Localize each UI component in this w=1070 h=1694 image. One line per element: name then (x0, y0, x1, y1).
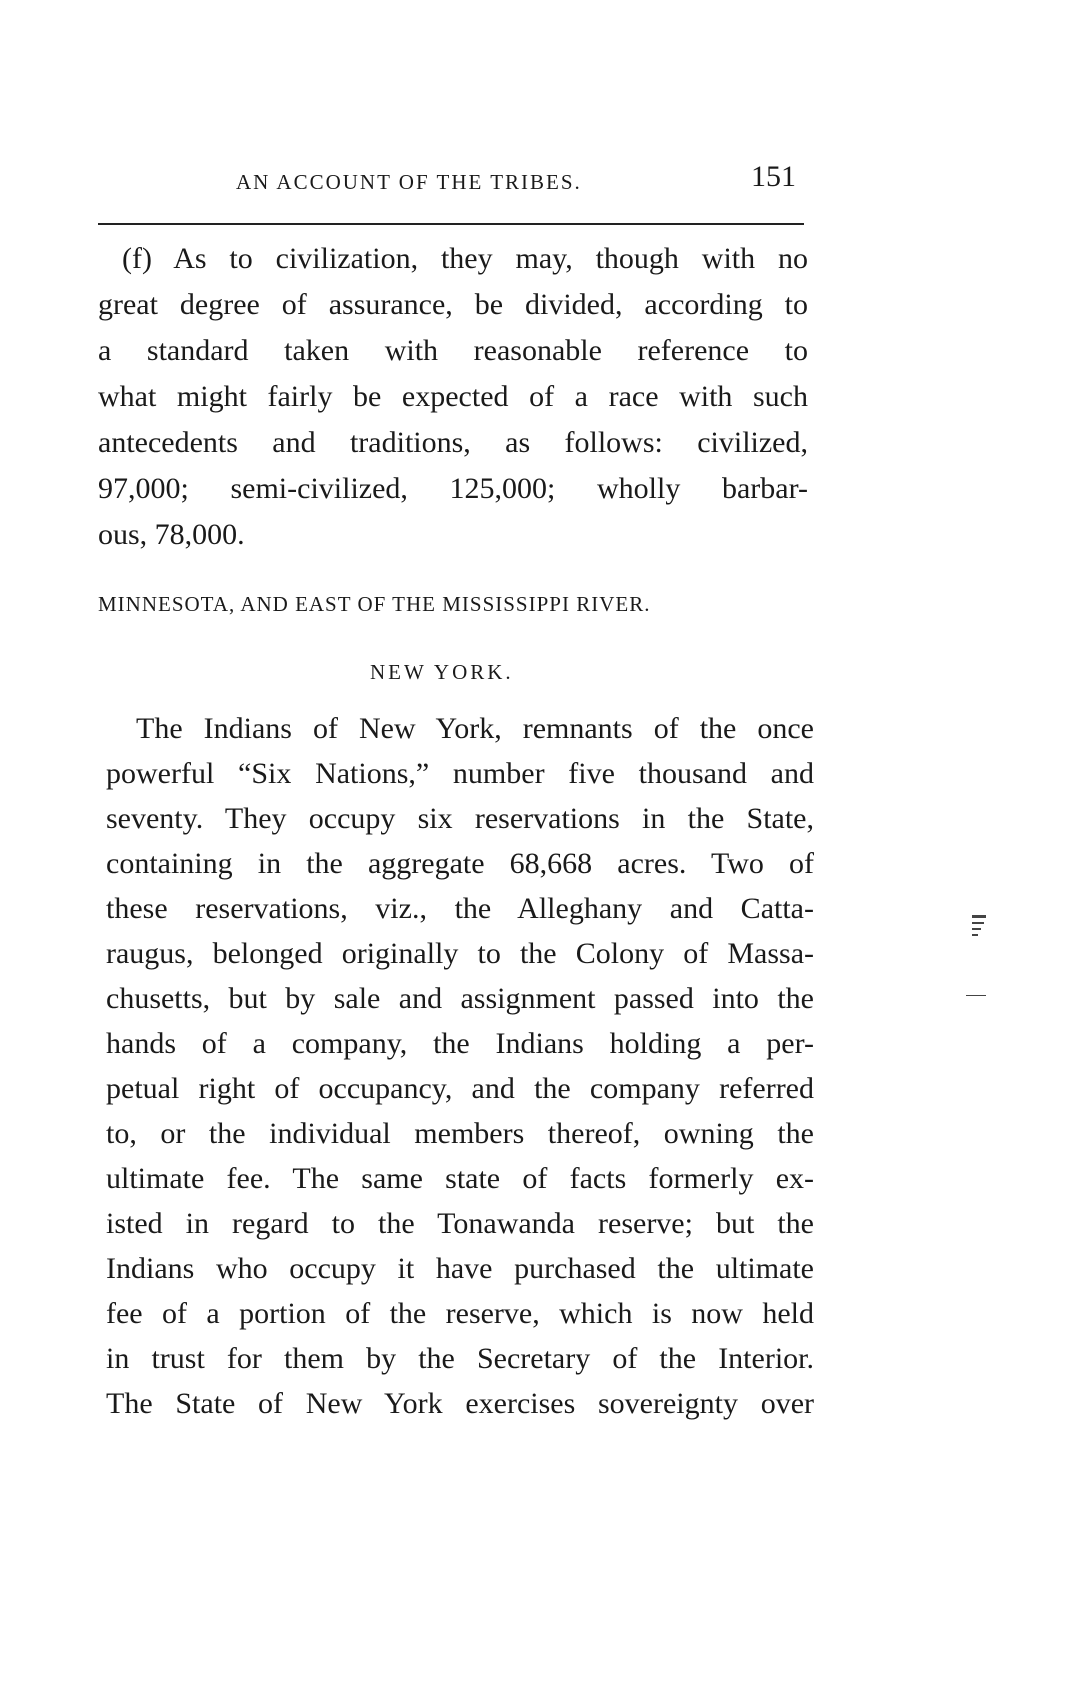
text-line: chusetts, but by sale and assignment passed into the (106, 982, 814, 1015)
text-line: containing in the aggregate 68,668 acres. Two of (106, 847, 814, 880)
text-line: great degree of assurance, be divided, according to (98, 288, 808, 321)
text-line: ultimate fee. The same state of facts formerly ex- (106, 1162, 814, 1195)
text-line: (f) As to civilization, they may, though with no (122, 242, 808, 275)
text-line: raugus, belonged originally to the Colony of Massa- (106, 937, 814, 970)
text-line: Indians who occupy it have purchased the ultimate (106, 1252, 814, 1285)
text-line: powerful “Six Nations,” number five thousand and (106, 757, 814, 790)
text-line: ous, 78,000. (98, 518, 245, 551)
text-line: hands of a company, the Indians holding a per- (106, 1027, 814, 1060)
scan-artifact (972, 928, 981, 930)
section-subheading: NEW YORK. (370, 660, 514, 684)
text-line: to, or the individual members thereof, owning the (106, 1117, 814, 1150)
running-head-title: AN ACCOUNT OF THE TRIBES. (236, 170, 582, 194)
text-line: antecedents and traditions, as follows: civilized, (98, 426, 808, 459)
page-number: 151 (751, 160, 796, 193)
paragraph-new-york (106, 706, 814, 1426)
text-line: isted in regard to the Tonawanda reserve; but the (106, 1207, 814, 1240)
header-rule (98, 223, 804, 225)
text-line: The State of New York exercises sovereignty over (106, 1387, 814, 1420)
paragraph-civilization (98, 236, 808, 558)
text-line: 97,000; semi-civilized, 125,000; wholly barbar- (98, 472, 808, 505)
text-line: what might fairly be expected of a race with such (98, 380, 808, 413)
section-heading: MINNESOTA, AND EAST OF THE MISSISSIPPI RIVER. (98, 592, 651, 616)
scan-artifact (966, 995, 986, 996)
text-line: in trust for them by the Secretary of the Interior. (106, 1342, 814, 1375)
text-line: these reservations, viz., the Alleghany and Catta- (106, 892, 814, 925)
text-line: petual right of occupancy, and the company referred (106, 1072, 814, 1105)
text-line: a standard taken with reasonable reference to (98, 334, 808, 367)
scan-artifact (972, 915, 986, 918)
scan-artifact (972, 922, 984, 924)
text-line: fee of a portion of the reserve, which is now held (106, 1297, 814, 1330)
scan-artifact (972, 934, 978, 936)
text-line: The Indians of New York, remnants of the once (136, 712, 814, 745)
text-line: seventy. They occupy six reservations in the State, (106, 802, 814, 835)
